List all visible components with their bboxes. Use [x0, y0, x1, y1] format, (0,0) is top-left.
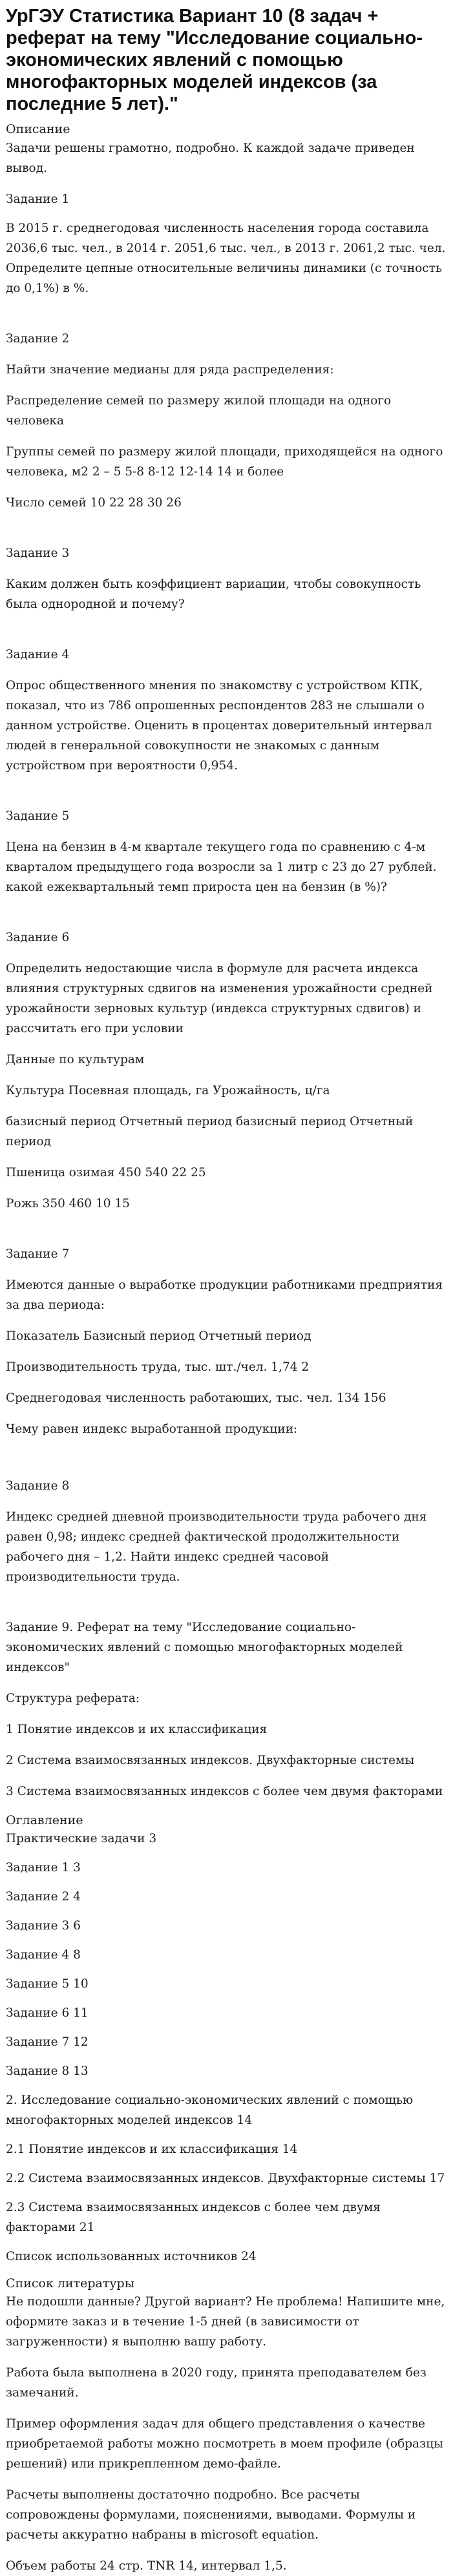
example-text: Пример оформления задач для общего представления о качестве приобретаемой работы можно посмотреть в моем профиле (образцы решений) или прикрепленном демо-файле.	[6, 2417, 443, 2471]
volume-text: Объем работы 24 стр. TNR 14, интервал 1,5.	[6, 2559, 287, 2573]
toc-item: Задание 3 6	[6, 1919, 81, 1933]
offer-text: Не подошли данные? Другой вариант? Не проблема! Напишите мне, оформите заказ и в течение 1-5 дней (в зависимости от загруженности) я выполню вашу работу.	[6, 2295, 445, 2349]
task-heading: Задание 4	[6, 648, 70, 661]
table-header: Показатель Базисный период Отчетный период	[6, 1329, 311, 1343]
data-heading: Данные по культурам	[6, 1053, 145, 1066]
table-header: Культура Посевная площадь, га Урожайность, ц/га	[6, 1084, 330, 1097]
toc-item: Задание 5 10	[6, 1977, 89, 1991]
task-heading: Задание 6	[6, 931, 70, 944]
description-heading: Описание	[6, 122, 70, 136]
table-row: Производительность труда, тыс. шт./чел. 1,74 2	[6, 1360, 310, 1374]
toc-item: 2. Исследование социально-экономических явлений с помощью многофакторных моделей индексов 14	[6, 2093, 414, 2127]
structure-item: 3 Система взаимосвязанных индексов с более чем двумя факторами	[6, 1785, 443, 1798]
structure-item: 2 Система взаимосвязанных индексов. Двухфакторные системы	[6, 1754, 415, 1767]
page-title: УрГЭУ Статистика Вариант 10 (8 задач + реферат на тему "Исследование социально-экономических явлений с помощью многофакторных моделей индексов (за последние 5 лет)."	[6, 6, 423, 114]
task-text: Цена на бензин в 4-м квартале текущего года по сравнению с 4-м кварталом предыдущего года возросли за 1 литр с 23 до 27 рублей. какой ежеквартальный темп прироста цен на бензин (в %)?	[6, 840, 437, 894]
task-heading: Задание 8	[6, 1479, 70, 1493]
table-row: Пшеница озимая 450 540 22 25	[6, 1166, 206, 1179]
calc-text: Расчеты выполнены достаточно подробно. Все расчеты сопровождены формулами, пояснениями, выводами. Формулы и расчеты аккуратно набраны в microsoft equation.	[6, 2488, 416, 2542]
task-heading: Задание 1	[6, 192, 70, 206]
task-text: Определить недостающие числа в формуле для расчета индекса влияния структурных сдвигов на изменения урожайности средней урожайности зерновых культур (индекса структурных сдвигов) и рассчитать его при условии	[6, 962, 433, 1035]
toc-item: Практические задачи 3	[6, 1832, 157, 1845]
structure-heading: Структура реферата:	[6, 1692, 140, 1705]
toc-item: Задание 6 11	[6, 2006, 89, 2020]
task-text: Индекс средней дневной производительности труда рабочего дня равен 0,98; индекс средней фактической продолжительности рабочего дня – 1,2. Найти индекс средней часовой производительности труда.	[6, 1510, 427, 1584]
task-text: Каким должен быть коэффициент вариации, чтобы совокупность была однородной и почему?	[6, 577, 421, 611]
task-text: В 2015 г. среднегодовая численность населения города составила 2036,6 тыс. чел., в 2014 г. 2051,6 тыс. чел., в 2013 г. 2061,2 тыс. чел. Определите цепные относительные величины динамики (с точность до 0,1%) в %.	[6, 222, 446, 295]
toc-item: 2.1 Понятие индексов и их классификация 14	[6, 2143, 298, 2156]
toc-item: Задание 1 3	[6, 1861, 81, 1875]
table-row: Группы семей по размеру жилой площади, приходящейся на одного человека, м2 2 – 5 5-8 8-12 12-14 14 и более	[6, 445, 443, 479]
toc-heading: Оглавление	[6, 1813, 83, 1827]
toc-item: Список использованных источников 24	[6, 2250, 257, 2263]
toc-item: Задание 8 13	[6, 2064, 89, 2078]
year-text: Работа была выполнена в 2020 году, принята преподавателем без замечаний.	[6, 2366, 427, 2400]
task-heading: Задание 5	[6, 809, 70, 823]
literature-heading: Список литературы	[6, 2276, 134, 2290]
toc-item: Задание 2 4	[6, 1890, 81, 1904]
toc-item: Задание 4 8	[6, 1948, 81, 1962]
table-row: Число семей 10 22 28 30 26	[6, 496, 182, 510]
task-question: Чему равен индекс выработанной продукции:	[6, 1422, 298, 1436]
toc-item: 2.2 Система взаимосвязанных индексов. Двухфакторные системы 17	[6, 2172, 445, 2185]
task-heading: Задание 7	[6, 1247, 70, 1261]
table-row: Среднегодовая численность работающих, тыс. чел. 134 156	[6, 1391, 386, 1405]
table-subheader: базисный период Отчетный период базисный период Отчетный период	[6, 1115, 414, 1148]
table-row: Рожь 350 460 10 15	[6, 1197, 130, 1210]
task-text: Имеются данные о выработке продукции работниками предприятия за два периода:	[6, 1278, 443, 1312]
task-question: Найти значение медианы для ряда распределения:	[6, 363, 334, 377]
structure-item: 1 Понятие индексов и их классификация	[6, 1723, 268, 1736]
task-text: Опрос общественного мнения по знакомству с устройством КПК, показал, что из 786 опрошенных респондентов 283 не слышали о данном устройстве. Оценить в процентах доверительный интервал людей в генеральной совокупности не знакомых с данным устройством при вероятности 0,954.	[6, 679, 432, 773]
intro-text: Задачи решены грамотно, подробно. К каждой задаче приведен вывод.	[6, 141, 415, 175]
task-heading: Задание 3	[6, 546, 70, 560]
task-heading: Задание 2	[6, 332, 70, 346]
toc-item: Задание 7 12	[6, 2035, 89, 2049]
task-heading: Задание 9. Реферат на тему "Исследование социально-экономических явлений с помощью многофакторных моделей индексов"	[6, 1621, 403, 1674]
table-title: Распределение семей по размеру жилой площади на одного человека	[6, 394, 392, 428]
toc-item: 2.3 Система взаимосвязанных индексов с более чем двумя факторами 21	[6, 2201, 381, 2234]
